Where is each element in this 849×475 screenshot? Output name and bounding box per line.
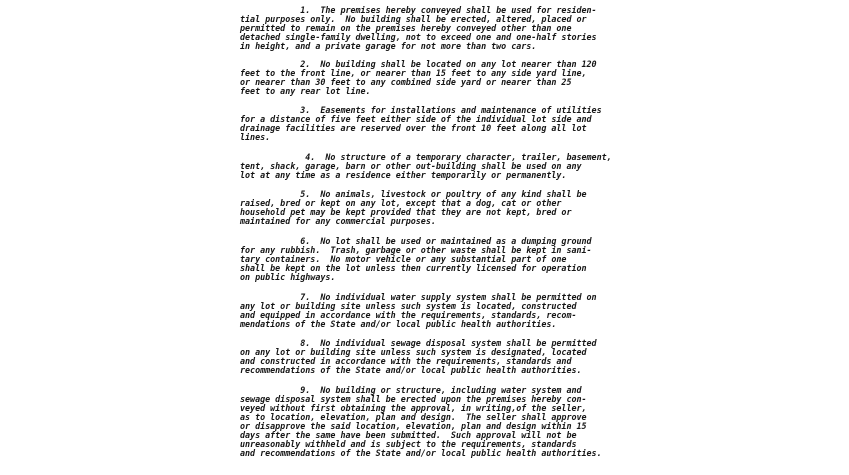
text-line: detached single-family dwelling, not to exceed one and one-half stories [240, 32, 597, 42]
text-line: veyed without first obtaining the approval, in writing,of the seller, [240, 403, 587, 413]
text-line: feet to any rear lot line. [240, 86, 371, 96]
text-line: 4. No structure of a temporary character, trailer, basement, [240, 152, 612, 162]
text-line: lot at any time as a residence either temporarily or permanently. [240, 170, 567, 180]
text-line: tary containers. No motor vehicle or any substantial part of one [240, 254, 567, 264]
text-line: lines. [240, 132, 271, 142]
text-line: 6. No lot shall be used or maintained as a dumping ground [240, 236, 592, 246]
text-line: sewage disposal system shall be erected upon the premises hereby con- [240, 394, 587, 404]
text-line: 5. No animals, livestock or poultry of any kind shall be [240, 189, 587, 199]
text-line: for any rubbish. Trash, garbage or other waste shall be kept in sani- [240, 245, 592, 255]
text-line: for a distance of five feet either side of the individual lot side and [240, 114, 592, 124]
text-line: and constructed in accordance with the requirements, standards and [240, 356, 572, 366]
text-line: in height, and a private garage for not more than two cars. [240, 41, 537, 51]
text-line: 2. No building shall be located on any lot nearer than 120 [240, 59, 597, 69]
text-line: 8. No individual sewage disposal system shall be permitted [240, 338, 597, 348]
text-line: maintained for any commercial purposes. [240, 216, 436, 226]
text-line: on any lot or building site unless such system is designated, located [240, 347, 587, 357]
text-line: unreasonably withheld and is subject to the requirements, standards [240, 439, 577, 449]
text-line: feet to the front line, or nearer than 15 feet to any side yard line, [240, 68, 587, 78]
text-line: recommendations of the State and/or local public health authorities. [240, 365, 582, 375]
text-line: or nearer than 30 feet to any combined side yard or nearer than 25 [240, 77, 572, 87]
text-line: shall be kept on the lot unless then currently licensed for operation [240, 263, 587, 273]
text-line: permitted to remain on the premises hereby conveyed other than one [240, 23, 572, 33]
text-line: and equipped in accordance with the requirements, standards, recom- [240, 310, 577, 320]
text-line: as to location, elevation, plan and design. The seller shall approve [240, 412, 587, 422]
text-line: tent, shack, garage, barn or other out-building shall be used on any [240, 161, 582, 171]
text-line: or disapprove the said location, elevation, plan and design within 15 [240, 421, 587, 431]
text-line: 3. Easements for installations and maintenance of utilities [240, 105, 602, 115]
text-line: 1. The premises hereby conveyed shall be used for residen- [240, 5, 597, 15]
text-line: any lot or building site unless such system is located, constructed [240, 301, 577, 311]
text-line: tial purposes only. No building shall be erected, altered, placed or [240, 14, 587, 24]
text-line: drainage facilities are reserved over the front 10 feet along all lot [240, 123, 587, 133]
text-line: on public highways. [240, 272, 336, 282]
text-line: days after the same have been submitted. Such approval will not be [240, 430, 577, 440]
text-line: and recommendations of the State and/or local public health authorities. [240, 448, 602, 458]
text-line: raised, bred or kept on any lot, except that a dog, cat or other [240, 198, 562, 208]
text-line: 7. No individual water supply system shall be permitted on [240, 292, 597, 302]
text-line: household pet may be kept provided that they are not kept, bred or [240, 207, 572, 217]
text-line: 9. No building or structure, including water system and [240, 385, 582, 395]
text-line: mendations of the State and/or local public health authorities. [240, 319, 557, 329]
